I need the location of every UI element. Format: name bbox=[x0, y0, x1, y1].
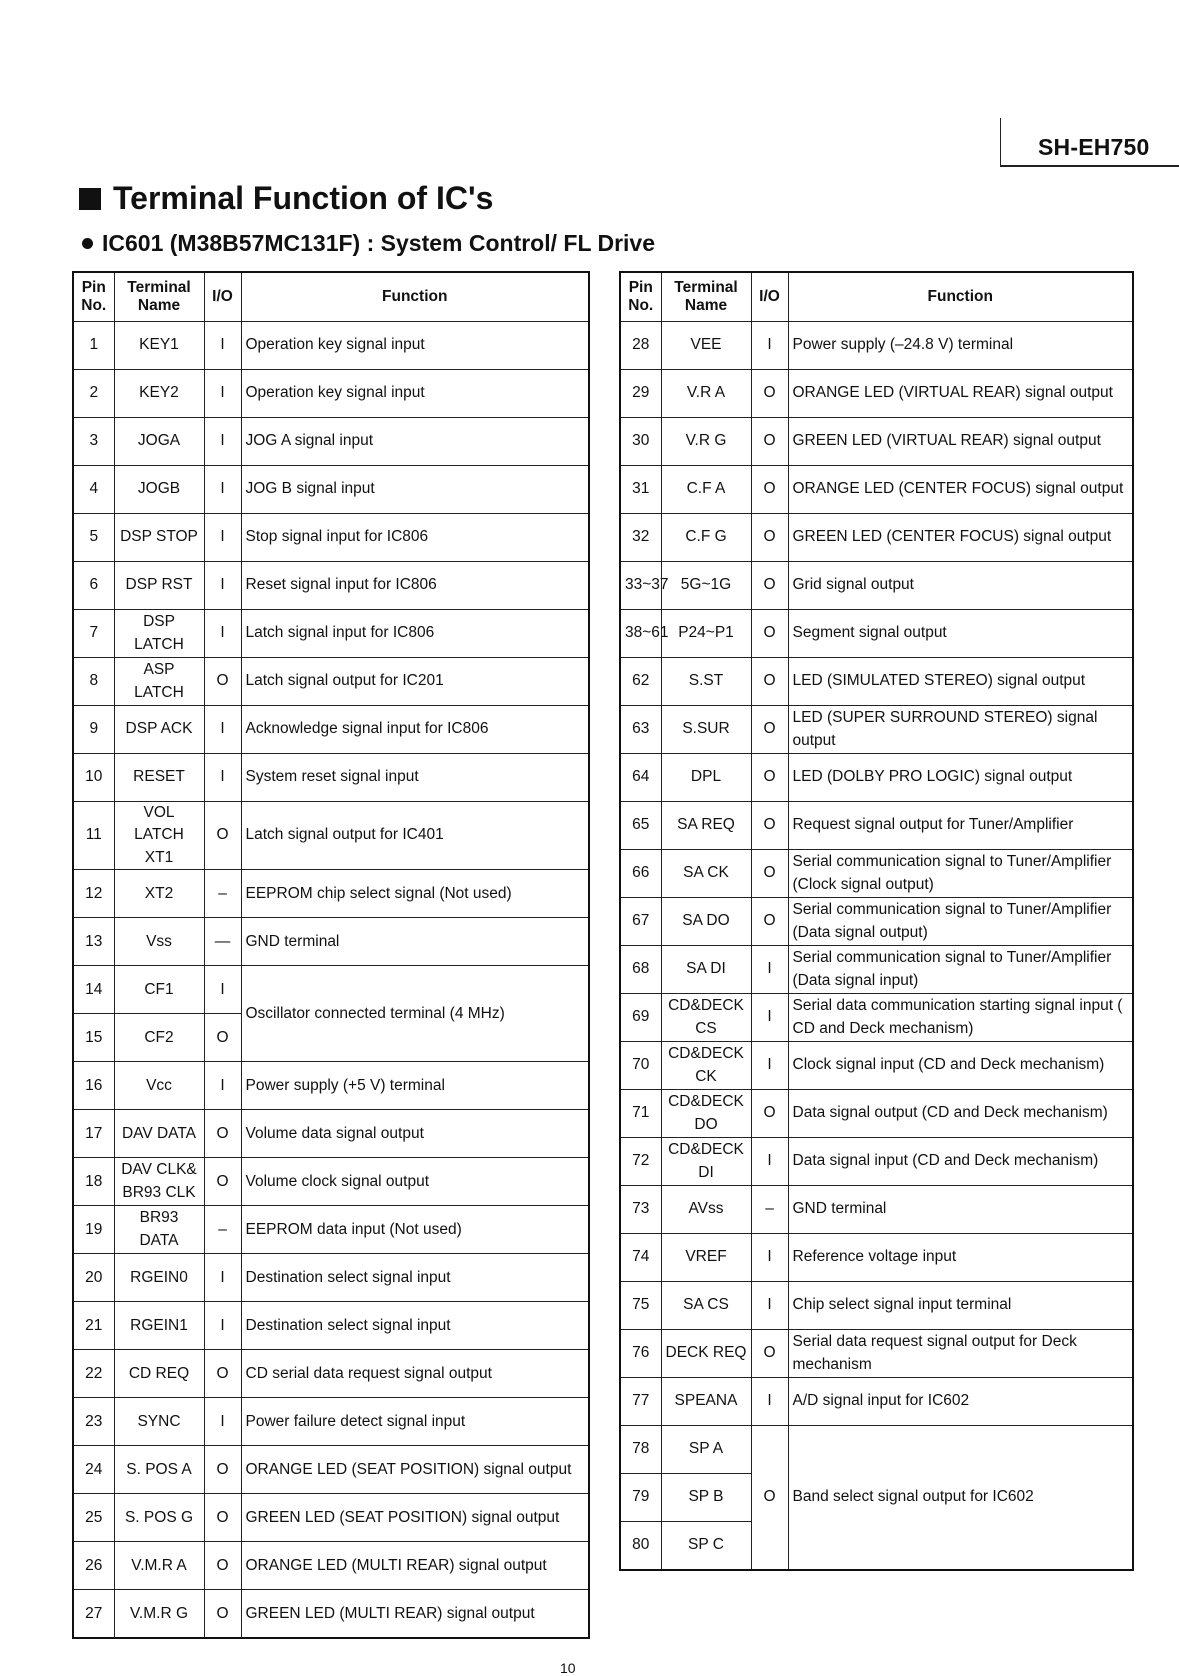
pin-cell: 64 bbox=[620, 754, 661, 802]
io-cell: O bbox=[204, 1494, 241, 1542]
terminal-name-cell: P24~P1 bbox=[661, 610, 751, 658]
terminal-name-cell: AVss bbox=[661, 1186, 751, 1234]
table-row bbox=[620, 514, 1133, 562]
io-cell: O bbox=[204, 1014, 241, 1062]
pin-cell: 12 bbox=[73, 870, 114, 918]
terminal-name-cell: CF2 bbox=[114, 1014, 204, 1062]
terminal-name-cell: JOGA bbox=[114, 418, 204, 466]
function-cell: Volume data signal output bbox=[241, 1110, 589, 1158]
table-row bbox=[73, 706, 589, 754]
function-cell: Destination select signal input bbox=[241, 1254, 589, 1302]
pin-cell: 80 bbox=[620, 1522, 661, 1571]
table-row bbox=[620, 658, 1133, 706]
table-row bbox=[73, 802, 589, 870]
function-cell: Latch signal output for IC201 bbox=[241, 658, 589, 706]
io-cell: O bbox=[204, 1446, 241, 1494]
pin-cell: 29 bbox=[620, 370, 661, 418]
function-cell: ORANGE LED (CENTER FOCUS) signal output bbox=[788, 466, 1133, 514]
io-cell: I bbox=[751, 1234, 788, 1282]
table-row bbox=[73, 1494, 589, 1542]
section-subtitle bbox=[82, 230, 655, 257]
terminal-name-cell: CD REQ bbox=[114, 1350, 204, 1398]
terminal-name-cell: V.M.R A bbox=[114, 1542, 204, 1590]
pin-cell: 16 bbox=[73, 1062, 114, 1110]
column-header-name: Terminal Name bbox=[661, 272, 751, 322]
pin-cell: 68 bbox=[620, 946, 661, 994]
terminal-name-cell: V.R A bbox=[661, 370, 751, 418]
io-cell: O bbox=[751, 706, 788, 754]
pin-cell: 62 bbox=[620, 658, 661, 706]
io-cell: O bbox=[204, 1542, 241, 1590]
table-row bbox=[73, 370, 589, 418]
io-cell: I bbox=[204, 370, 241, 418]
terminal-name-cell: VEE bbox=[661, 322, 751, 370]
table-body-right bbox=[620, 322, 1133, 1571]
table-row bbox=[620, 1378, 1133, 1426]
pin-cell: 25 bbox=[73, 1494, 114, 1542]
table-row bbox=[620, 1282, 1133, 1330]
io-cell: I bbox=[204, 966, 241, 1014]
table-row bbox=[620, 994, 1133, 1042]
function-cell: Serial communication signal to Tuner/Amplifier (Clock signal output) bbox=[788, 850, 1133, 898]
terminal-name-cell: DPL bbox=[661, 754, 751, 802]
io-cell: I bbox=[204, 466, 241, 514]
function-cell: JOG A signal input bbox=[241, 418, 589, 466]
table-row bbox=[620, 946, 1133, 994]
pin-cell: 9 bbox=[73, 706, 114, 754]
function-cell: Power supply (–24.8 V) terminal bbox=[788, 322, 1133, 370]
io-cell: I bbox=[204, 754, 241, 802]
function-cell: EEPROM data input (Not used) bbox=[241, 1206, 589, 1254]
column-header-name: Terminal Name bbox=[114, 272, 204, 322]
pin-cell: 70 bbox=[620, 1042, 661, 1090]
pin-cell: 79 bbox=[620, 1474, 661, 1522]
terminal-name-cell: 5G~1G bbox=[661, 562, 751, 610]
pin-cell: 69 bbox=[620, 994, 661, 1042]
table-row bbox=[73, 966, 589, 1014]
io-cell: O bbox=[204, 1590, 241, 1639]
header-divider-vertical bbox=[1000, 118, 1001, 166]
terminal-name-cell: SPEANA bbox=[661, 1378, 751, 1426]
function-cell: A/D signal input for IC602 bbox=[788, 1378, 1133, 1426]
pin-cell: 8 bbox=[73, 658, 114, 706]
io-cell: O bbox=[204, 1158, 241, 1206]
page-title-text: Terminal Function of IC's bbox=[113, 180, 494, 216]
table-row bbox=[620, 1042, 1133, 1090]
function-cell: Chip select signal input terminal bbox=[788, 1282, 1133, 1330]
io-cell: O bbox=[751, 754, 788, 802]
table-row bbox=[620, 322, 1133, 370]
terminal-name-cell: DECK REQ bbox=[661, 1330, 751, 1378]
io-cell: I bbox=[204, 562, 241, 610]
table-row bbox=[73, 322, 589, 370]
terminal-name-cell: S. POS G bbox=[114, 1494, 204, 1542]
pin-cell: 18 bbox=[73, 1158, 114, 1206]
pin-cell: 7 bbox=[73, 610, 114, 658]
table-header-row bbox=[620, 272, 1133, 322]
table-row bbox=[620, 802, 1133, 850]
function-cell: EEPROM chip select signal (Not used) bbox=[241, 870, 589, 918]
pin-cell: 38~61 bbox=[620, 610, 661, 658]
column-header-pin: Pin No. bbox=[620, 272, 661, 322]
model-header bbox=[1000, 118, 1179, 168]
function-cell: Serial data communication starting signal input ( CD and Deck mechanism) bbox=[788, 994, 1133, 1042]
table-row bbox=[620, 706, 1133, 754]
column-header-function: Function bbox=[788, 272, 1133, 322]
function-cell: Stop signal input for IC806 bbox=[241, 514, 589, 562]
table-row bbox=[73, 1350, 589, 1398]
pin-cell: 24 bbox=[73, 1446, 114, 1494]
terminal-name-cell: SP A bbox=[661, 1426, 751, 1474]
function-cell: GND terminal bbox=[788, 1186, 1133, 1234]
pin-cell: 73 bbox=[620, 1186, 661, 1234]
io-cell: I bbox=[751, 322, 788, 370]
function-cell: Clock signal input (CD and Deck mechanism) bbox=[788, 1042, 1133, 1090]
function-cell: ORANGE LED (MULTI REAR) signal output bbox=[241, 1542, 589, 1590]
io-cell: I bbox=[204, 610, 241, 658]
terminal-name-cell: CD&DECK DI bbox=[661, 1138, 751, 1186]
function-cell: GREEN LED (SEAT POSITION) signal output bbox=[241, 1494, 589, 1542]
terminal-name-cell: KEY2 bbox=[114, 370, 204, 418]
table-row bbox=[73, 1398, 589, 1446]
terminal-name-cell: DSP STOP bbox=[114, 514, 204, 562]
terminal-name-cell: C.F A bbox=[661, 466, 751, 514]
function-cell: GND terminal bbox=[241, 918, 589, 966]
column-header-io: I/O bbox=[204, 272, 241, 322]
function-cell: Grid signal output bbox=[788, 562, 1133, 610]
function-cell: Volume clock signal output bbox=[241, 1158, 589, 1206]
function-cell: Oscillator connected terminal (4 MHz) bbox=[241, 966, 589, 1062]
terminal-name-cell: DSP RST bbox=[114, 562, 204, 610]
table-row bbox=[73, 514, 589, 562]
pin-cell: 63 bbox=[620, 706, 661, 754]
pin-cell: 11 bbox=[73, 802, 114, 870]
terminal-name-cell: V.R G bbox=[661, 418, 751, 466]
io-cell: O bbox=[204, 658, 241, 706]
table-row bbox=[73, 1110, 589, 1158]
pin-cell: 33~37 bbox=[620, 562, 661, 610]
pin-cell: 28 bbox=[620, 322, 661, 370]
table-row bbox=[620, 466, 1133, 514]
pin-cell: 66 bbox=[620, 850, 661, 898]
io-cell: I bbox=[204, 322, 241, 370]
terminal-name-cell: XT2 bbox=[114, 870, 204, 918]
pin-cell: 23 bbox=[73, 1398, 114, 1446]
function-cell: Power failure detect signal input bbox=[241, 1398, 589, 1446]
terminal-name-cell: Vss bbox=[114, 918, 204, 966]
io-cell: I bbox=[204, 1398, 241, 1446]
pin-cell: 5 bbox=[73, 514, 114, 562]
io-cell: O bbox=[751, 370, 788, 418]
pin-cell: 6 bbox=[73, 562, 114, 610]
io-cell: I bbox=[751, 1138, 788, 1186]
table-row bbox=[620, 1330, 1133, 1378]
pin-cell: 3 bbox=[73, 418, 114, 466]
table-body-left bbox=[73, 322, 589, 1639]
table-row bbox=[620, 898, 1133, 946]
terminal-name-cell: VOL LATCH XT1 bbox=[114, 802, 204, 870]
function-cell: Data signal output (CD and Deck mechanism) bbox=[788, 1090, 1133, 1138]
pin-cell: 17 bbox=[73, 1110, 114, 1158]
terminal-name-cell: SP B bbox=[661, 1474, 751, 1522]
io-cell: O bbox=[751, 1090, 788, 1138]
table-row bbox=[620, 610, 1133, 658]
io-cell: – bbox=[204, 1206, 241, 1254]
io-cell: O bbox=[751, 466, 788, 514]
function-cell: Power supply (+5 V) terminal bbox=[241, 1062, 589, 1110]
terminal-name-cell: DAV CLK& BR93 CLK bbox=[114, 1158, 204, 1206]
table-row bbox=[73, 918, 589, 966]
io-cell: I bbox=[751, 1042, 788, 1090]
function-cell: Latch signal input for IC806 bbox=[241, 610, 589, 658]
io-cell: O bbox=[751, 658, 788, 706]
io-cell: I bbox=[204, 1302, 241, 1350]
square-bullet-icon bbox=[79, 188, 101, 210]
terminal-name-cell: S.SUR bbox=[661, 706, 751, 754]
function-cell: Request signal output for Tuner/Amplifier bbox=[788, 802, 1133, 850]
table-row bbox=[73, 562, 589, 610]
io-cell: O bbox=[751, 898, 788, 946]
io-cell: O bbox=[751, 610, 788, 658]
function-cell: LED (DOLBY PRO LOGIC) signal output bbox=[788, 754, 1133, 802]
terminal-name-cell: S. POS A bbox=[114, 1446, 204, 1494]
terminal-name-cell: VREF bbox=[661, 1234, 751, 1282]
column-header-pin: Pin No. bbox=[73, 272, 114, 322]
terminal-table-right bbox=[619, 271, 1134, 1571]
function-cell: GREEN LED (CENTER FOCUS) signal output bbox=[788, 514, 1133, 562]
terminal-name-cell: SYNC bbox=[114, 1398, 204, 1446]
terminal-name-cell: CD&DECK DO bbox=[661, 1090, 751, 1138]
function-cell: Destination select signal input bbox=[241, 1302, 589, 1350]
model-number: SH-EH750 bbox=[1038, 134, 1150, 160]
table-row bbox=[620, 754, 1133, 802]
terminal-name-cell: CD&DECK CS bbox=[661, 994, 751, 1042]
pin-cell: 22 bbox=[73, 1350, 114, 1398]
function-cell: Data signal input (CD and Deck mechanism) bbox=[788, 1138, 1133, 1186]
table-row bbox=[73, 1302, 589, 1350]
pin-cell: 76 bbox=[620, 1330, 661, 1378]
function-cell: Serial communication signal to Tuner/Amplifier (Data signal input) bbox=[788, 946, 1133, 994]
function-cell: ORANGE LED (SEAT POSITION) signal output bbox=[241, 1446, 589, 1494]
terminal-name-cell: CD&DECK CK bbox=[661, 1042, 751, 1090]
pin-cell: 30 bbox=[620, 418, 661, 466]
io-cell: I bbox=[204, 418, 241, 466]
pin-cell: 31 bbox=[620, 466, 661, 514]
function-cell: Reset signal input for IC806 bbox=[241, 562, 589, 610]
function-cell: ORANGE LED (VIRTUAL REAR) signal output bbox=[788, 370, 1133, 418]
table-row bbox=[620, 1090, 1133, 1138]
pin-cell: 67 bbox=[620, 898, 661, 946]
function-cell: GREEN LED (VIRTUAL REAR) signal output bbox=[788, 418, 1133, 466]
io-cell: I bbox=[204, 1254, 241, 1302]
function-cell: LED (SUPER SURROUND STEREO) signal output bbox=[788, 706, 1133, 754]
table-row bbox=[620, 1426, 1133, 1474]
terminal-name-cell: DAV DATA bbox=[114, 1110, 204, 1158]
terminal-name-cell: KEY1 bbox=[114, 322, 204, 370]
terminal-table-left bbox=[72, 271, 590, 1639]
io-cell: O bbox=[204, 802, 241, 870]
io-cell: I bbox=[751, 946, 788, 994]
io-cell: I bbox=[751, 1282, 788, 1330]
pin-cell: 32 bbox=[620, 514, 661, 562]
terminal-name-cell: V.M.R G bbox=[114, 1590, 204, 1639]
io-cell: I bbox=[751, 994, 788, 1042]
table-row bbox=[73, 1206, 589, 1254]
io-cell: O bbox=[204, 1350, 241, 1398]
pin-cell: 77 bbox=[620, 1378, 661, 1426]
io-cell: O bbox=[751, 418, 788, 466]
table-row bbox=[73, 466, 589, 514]
io-cell: I bbox=[204, 514, 241, 562]
terminal-name-cell: CF1 bbox=[114, 966, 204, 1014]
function-cell: Operation key signal input bbox=[241, 370, 589, 418]
terminal-name-cell: SA REQ bbox=[661, 802, 751, 850]
table-row bbox=[620, 1186, 1133, 1234]
pin-cell: 78 bbox=[620, 1426, 661, 1474]
table-row bbox=[620, 1138, 1133, 1186]
table-row bbox=[73, 1590, 589, 1639]
function-cell: LED (SIMULATED STEREO) signal output bbox=[788, 658, 1133, 706]
pin-cell: 26 bbox=[73, 1542, 114, 1590]
terminal-name-cell: JOGB bbox=[114, 466, 204, 514]
table-row bbox=[73, 754, 589, 802]
table-row bbox=[620, 1234, 1133, 1282]
pin-cell: 65 bbox=[620, 802, 661, 850]
function-cell: JOG B signal input bbox=[241, 466, 589, 514]
function-cell: Latch signal output for IC401 bbox=[241, 802, 589, 870]
table-row bbox=[73, 870, 589, 918]
column-header-io: I/O bbox=[751, 272, 788, 322]
pin-cell: 72 bbox=[620, 1138, 661, 1186]
terminal-name-cell: DSP ACK bbox=[114, 706, 204, 754]
table-row bbox=[73, 658, 589, 706]
pin-cell: 19 bbox=[73, 1206, 114, 1254]
pin-cell: 75 bbox=[620, 1282, 661, 1330]
table-row bbox=[73, 1446, 589, 1494]
io-cell: O bbox=[751, 850, 788, 898]
terminal-name-cell: SA CS bbox=[661, 1282, 751, 1330]
terminal-name-cell: SA CK bbox=[661, 850, 751, 898]
table-row bbox=[620, 850, 1133, 898]
terminal-name-cell: RESET bbox=[114, 754, 204, 802]
terminal-name-cell: DSP LATCH bbox=[114, 610, 204, 658]
io-cell: – bbox=[204, 870, 241, 918]
io-cell: I bbox=[204, 706, 241, 754]
function-cell: Acknowledge signal input for IC806 bbox=[241, 706, 589, 754]
table-row bbox=[620, 562, 1133, 610]
io-cell: O bbox=[204, 1110, 241, 1158]
pin-cell: 27 bbox=[73, 1590, 114, 1639]
function-cell: Reference voltage input bbox=[788, 1234, 1133, 1282]
table-row bbox=[73, 418, 589, 466]
round-bullet-icon bbox=[82, 238, 93, 249]
io-cell: – bbox=[751, 1186, 788, 1234]
io-cell: O bbox=[751, 1330, 788, 1378]
section-subtitle-text: IC601 (M38B57MC131F) : System Control/ FL Drive bbox=[102, 230, 656, 256]
table-row bbox=[620, 370, 1133, 418]
function-cell: Segment signal output bbox=[788, 610, 1133, 658]
terminal-name-cell: C.F G bbox=[661, 514, 751, 562]
pin-cell: 71 bbox=[620, 1090, 661, 1138]
pin-cell: 21 bbox=[73, 1302, 114, 1350]
table-row bbox=[73, 1542, 589, 1590]
terminal-name-cell: SP C bbox=[661, 1522, 751, 1571]
pin-cell: 10 bbox=[73, 754, 114, 802]
pin-cell: 74 bbox=[620, 1234, 661, 1282]
page-title bbox=[79, 180, 493, 217]
io-cell: I bbox=[751, 1378, 788, 1426]
terminal-name-cell: ASP LATCH bbox=[114, 658, 204, 706]
pin-cell: 20 bbox=[73, 1254, 114, 1302]
terminal-name-cell: RGEIN0 bbox=[114, 1254, 204, 1302]
function-cell: Operation key signal input bbox=[241, 322, 589, 370]
terminal-name-cell: RGEIN1 bbox=[114, 1302, 204, 1350]
table-row bbox=[73, 1062, 589, 1110]
pin-cell: 4 bbox=[73, 466, 114, 514]
io-cell: O bbox=[751, 1426, 788, 1571]
terminal-name-cell: S.ST bbox=[661, 658, 751, 706]
table-row bbox=[73, 1158, 589, 1206]
io-cell: O bbox=[751, 514, 788, 562]
terminal-name-cell: SA DO bbox=[661, 898, 751, 946]
io-cell: — bbox=[204, 918, 241, 966]
io-cell: O bbox=[751, 802, 788, 850]
page-number: 10 bbox=[560, 1660, 576, 1676]
table-row bbox=[620, 418, 1133, 466]
table-row bbox=[73, 1254, 589, 1302]
terminal-name-cell: SA DI bbox=[661, 946, 751, 994]
pin-cell: 14 bbox=[73, 966, 114, 1014]
table-header-row bbox=[73, 272, 589, 322]
pin-cell: 1 bbox=[73, 322, 114, 370]
pin-cell: 15 bbox=[73, 1014, 114, 1062]
pin-cell: 13 bbox=[73, 918, 114, 966]
function-cell: Serial data request signal output for Deck mechanism bbox=[788, 1330, 1133, 1378]
pin-cell: 2 bbox=[73, 370, 114, 418]
function-cell: System reset signal input bbox=[241, 754, 589, 802]
terminal-name-cell: Vcc bbox=[114, 1062, 204, 1110]
table-row bbox=[73, 610, 589, 658]
function-cell: Band select signal output for IC602 bbox=[788, 1426, 1133, 1571]
function-cell: GREEN LED (MULTI REAR) signal output bbox=[241, 1590, 589, 1639]
function-cell: Serial communication signal to Tuner/Amplifier (Data signal output) bbox=[788, 898, 1133, 946]
terminal-name-cell: BR93 DATA bbox=[114, 1206, 204, 1254]
io-cell: O bbox=[751, 562, 788, 610]
io-cell: I bbox=[204, 1062, 241, 1110]
function-cell: CD serial data request signal output bbox=[241, 1350, 589, 1398]
header-divider-horizontal bbox=[1000, 165, 1179, 167]
column-header-function: Function bbox=[241, 272, 589, 322]
